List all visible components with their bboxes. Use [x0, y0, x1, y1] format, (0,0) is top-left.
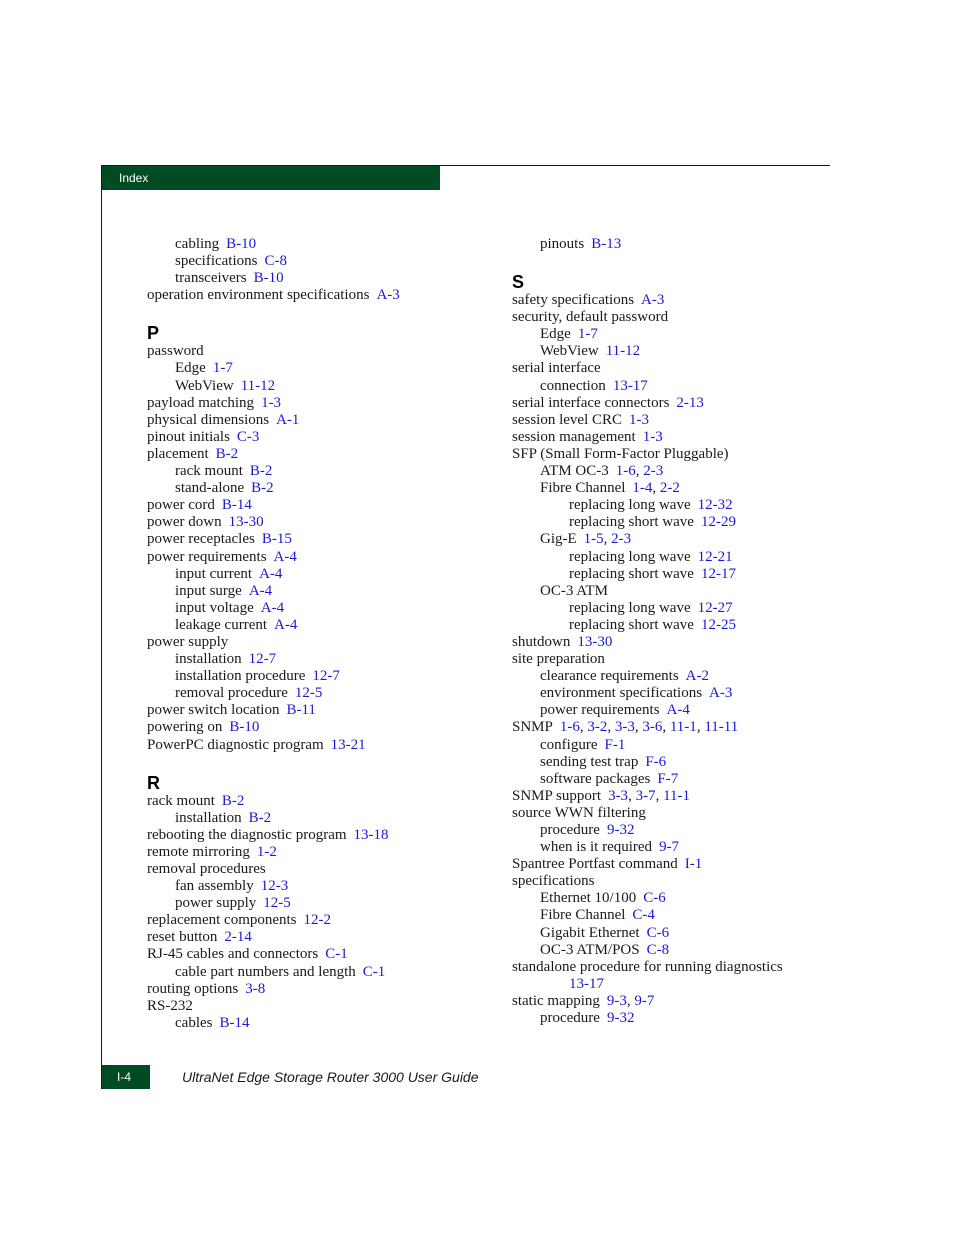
index-entry	[512, 685, 842, 702]
page-reference-link[interactable]: B-10	[229, 719, 260, 736]
index-entry	[147, 514, 487, 531]
index-term: physical dimensions	[147, 411, 270, 428]
page-reference-link[interactable]: 3-8	[245, 980, 266, 997]
index-entry	[512, 343, 842, 360]
page-reference-link[interactable]: C-6	[643, 890, 666, 907]
index-entry	[147, 446, 487, 463]
index-entry	[147, 480, 487, 497]
page-reference-link[interactable]: A-3	[376, 287, 400, 304]
index-entry: Gig-E 1-5, 2-3	[540, 531, 632, 548]
index-term: operation environment specifications	[147, 287, 370, 304]
index-entry	[147, 810, 487, 827]
index-term: procedure	[540, 1010, 600, 1027]
index-term: SNMP	[512, 719, 553, 736]
page-reference-link[interactable]: F-7	[657, 770, 679, 787]
left-margin-rule	[101, 165, 102, 1089]
index-entry	[512, 600, 842, 617]
page-reference-link[interactable]: A-3	[709, 685, 733, 702]
index-term: payload matching	[147, 394, 255, 411]
page-reference-link[interactable]: 13-30	[228, 514, 264, 531]
index-term: reset button	[147, 929, 218, 946]
index-entry	[147, 878, 487, 895]
index-term: WebView	[175, 377, 234, 394]
index-entry	[512, 634, 842, 651]
index-entry: Fibre Channel 1-4, 2-2	[540, 480, 680, 497]
page-reference-link[interactable]: F-6	[645, 753, 667, 770]
page-reference-link[interactable]: B-2	[221, 792, 245, 809]
page-reference-link[interactable]: B-10	[226, 236, 257, 252]
page-reference-link[interactable]: 1-2	[256, 843, 277, 860]
page-reference-link[interactable]: C-4	[632, 907, 655, 924]
index-entry	[147, 998, 487, 1015]
section-header-label: Index	[119, 171, 149, 185]
page-reference-link[interactable]: 9-7	[659, 839, 680, 856]
page-reference-link[interactable]: 9-3	[606, 992, 627, 1009]
index-entry	[147, 378, 487, 395]
page-reference-link[interactable]: A-4	[259, 565, 283, 582]
page-reference-link[interactable]: 12-29	[700, 514, 736, 531]
index-term: WebView	[540, 343, 599, 360]
index-entry	[147, 236, 487, 253]
index-term: static mapping	[512, 992, 600, 1009]
section-letter-r: R	[147, 772, 160, 793]
index-term: placement	[147, 445, 209, 462]
page-reference-link[interactable]: A-4	[274, 616, 298, 633]
index-entry	[147, 395, 487, 412]
index-entry	[147, 253, 487, 270]
page-reference-link[interactable]: B-14	[219, 1014, 250, 1031]
index-column-right	[512, 236, 842, 1027]
index-term: remote mirroring	[147, 843, 250, 860]
page-reference-link[interactable]: 12-2	[303, 912, 332, 929]
document-title: UltraNet Edge Storage Router 3000 User Guide	[182, 1069, 479, 1085]
index-term: power supply	[147, 633, 229, 650]
index-entry	[147, 651, 487, 668]
index-entry	[512, 497, 842, 514]
page-reference-link[interactable]: 11-11	[704, 719, 739, 736]
index-entry	[512, 566, 842, 583]
index-term: clearance requirements	[540, 668, 679, 685]
index-term: RS-232	[147, 997, 193, 1014]
index-entry	[147, 929, 487, 946]
index-term: when is it required	[540, 839, 653, 856]
page-reference-link[interactable]: 9-32	[606, 822, 635, 838]
page-reference-link[interactable]: C-1	[325, 946, 348, 963]
page-number	[102, 1065, 150, 1089]
page-reference-link[interactable]: 2-2	[659, 480, 680, 497]
index-term: sending test trap	[540, 753, 639, 770]
page-reference-link[interactable]: 1-6	[559, 719, 580, 736]
index-entry	[147, 634, 487, 651]
index-term: security, default password	[512, 309, 669, 326]
index-entry	[147, 668, 487, 685]
index-column-left	[147, 236, 487, 1032]
index-entry	[512, 702, 842, 719]
index-term: rebooting the diagnostic program	[147, 826, 347, 843]
index-term: Gig-E	[540, 531, 577, 548]
index-term: power requirements	[147, 548, 267, 565]
index-term: powering on	[147, 719, 223, 736]
page-reference-link[interactable]: 11-1	[669, 719, 697, 736]
index-entry	[512, 326, 842, 343]
index-entry	[147, 287, 487, 304]
index-term: password	[147, 343, 204, 360]
page-reference-link[interactable]: 3-3	[614, 719, 635, 736]
index-term: specifications	[512, 873, 595, 890]
page-reference-link[interactable]: 12-3	[260, 878, 289, 895]
index-term: replacement components	[147, 912, 297, 929]
index-term: power receptacles	[147, 531, 255, 548]
page-reference-link[interactable]: 12-25	[700, 616, 736, 633]
index-entry: static mapping 9-3, 9-7	[512, 992, 655, 1009]
index-entry	[147, 600, 487, 617]
page-reference-link[interactable]: B-14	[221, 497, 252, 514]
page-reference-link[interactable]: I-1	[684, 856, 703, 873]
index-entry	[512, 805, 842, 822]
page-reference-link[interactable]: 12-5	[294, 685, 323, 702]
index-entry	[512, 907, 842, 924]
page-reference-link[interactable]: 1-6	[615, 463, 636, 480]
page-reference-link[interactable]: 2-14	[224, 929, 252, 946]
page-reference-link[interactable]: F-1	[604, 736, 626, 753]
index-entry	[512, 873, 842, 890]
page-reference-link[interactable]: 12-5	[263, 895, 291, 912]
page-reference-link[interactable]: 3-7	[635, 787, 656, 804]
page-reference-link[interactable]: B-15	[261, 531, 292, 548]
index-entry	[147, 719, 487, 736]
index-term: Fibre Channel	[540, 907, 626, 924]
index-entry: SNMP support 3-3, 3-7, 11-1	[512, 787, 691, 804]
index-entry	[512, 890, 842, 907]
index-term: safety specifications	[512, 292, 635, 309]
page-reference-link[interactable]: C-8	[646, 941, 670, 958]
page-reference-link[interactable]: 1-3	[261, 394, 282, 411]
index-term: power switch location	[147, 702, 280, 719]
page-reference-link[interactable]: B-10	[253, 270, 284, 287]
index-entry	[512, 549, 842, 566]
index-entry	[147, 844, 487, 861]
index-term: OC-3 ATM/POS	[540, 941, 640, 958]
index-entry	[512, 754, 842, 771]
index-term: power requirements	[540, 702, 660, 719]
index-entry	[147, 429, 487, 446]
index-term: connection	[540, 377, 606, 394]
index-term: replacing short wave	[569, 514, 694, 531]
page-reference-link[interactable]: A-4	[248, 582, 273, 599]
page-reference-link[interactable]: 9-7	[634, 992, 655, 1009]
index-term: cable part numbers and length	[175, 963, 356, 980]
index-term: removal procedure	[175, 685, 288, 702]
index-entry	[147, 343, 487, 360]
page-reference-link[interactable]: 11-12	[240, 377, 276, 394]
index-term: site preparation	[512, 651, 605, 668]
index-term: power supply	[175, 895, 257, 912]
page-reference-link[interactable]: A-2	[685, 668, 709, 685]
index-term: stand-alone	[175, 480, 245, 497]
index-entry	[147, 583, 487, 600]
page-reference-link[interactable]: B-2	[215, 445, 239, 462]
index-term: fan assembly	[175, 878, 254, 895]
index-entry	[147, 549, 487, 566]
page-reference-link[interactable]: B-2	[248, 809, 272, 826]
page-reference-link[interactable]: 2-3	[611, 531, 632, 548]
page-reference-link[interactable]: 3-6	[642, 719, 663, 736]
page-reference-link[interactable]: 13-21	[330, 736, 366, 753]
index-term: replacing short wave	[569, 565, 694, 582]
index-entry	[512, 292, 842, 309]
index-term: session level CRC	[512, 411, 623, 428]
index-term: rack mount	[175, 463, 243, 480]
index-term: transceivers	[175, 270, 247, 287]
page-reference-link[interactable]: 2-13	[676, 394, 704, 411]
index-term: input current	[175, 565, 253, 582]
page-reference-link[interactable]: 13-30	[577, 633, 613, 650]
page-reference-link[interactable]: 1-3	[629, 411, 650, 428]
index-term: replacing short wave	[569, 616, 694, 633]
index-entry	[512, 617, 842, 634]
page-reference-link[interactable]: A-4	[273, 548, 297, 565]
page-reference-link[interactable]: 3-3	[608, 787, 629, 804]
index-term: installation	[175, 651, 242, 668]
page-number-label: I-4	[117, 1070, 132, 1084]
index-term: pinout initials	[147, 428, 230, 445]
index-entry	[147, 1015, 487, 1032]
index-entry	[147, 497, 487, 514]
index-entry	[147, 946, 487, 963]
index-entry	[147, 566, 487, 583]
page-reference-link[interactable]: A-4	[260, 599, 285, 616]
section-letter-s: S	[512, 272, 525, 293]
index-term: serial interface connectors	[512, 394, 670, 411]
index-entry	[512, 236, 842, 253]
index-entry	[512, 1010, 842, 1027]
index-term: OC-3 ATM	[540, 582, 608, 599]
index-term: cables	[175, 1014, 213, 1031]
index-entry	[147, 360, 487, 377]
page-reference-link[interactable]: 1-7	[212, 360, 233, 377]
page-reference-link[interactable]: A-4	[666, 702, 690, 719]
page-reference-link[interactable]: C-6	[646, 924, 670, 941]
index-term: Edge	[540, 326, 571, 343]
index-entry	[512, 395, 842, 412]
index-entry	[147, 895, 487, 912]
page-reference-link[interactable]: 13-18	[353, 826, 389, 843]
page-reference-link[interactable]: 1-5	[583, 531, 604, 548]
index-term: replacing long wave	[569, 548, 691, 565]
index-entry	[512, 651, 842, 668]
index-entry	[512, 771, 842, 788]
index-entry	[147, 617, 487, 634]
page-reference-link[interactable]: 1-7	[577, 326, 598, 343]
index-term: installation procedure	[175, 668, 306, 685]
index-entry	[512, 856, 842, 873]
page-reference-link[interactable]: A-1	[276, 411, 300, 428]
index-term: pinouts	[540, 236, 585, 252]
index-term: removal procedures	[147, 861, 266, 877]
page-reference-link[interactable]: C-3	[236, 428, 260, 445]
index-term: replacing long wave	[569, 497, 691, 514]
index-entry	[147, 861, 487, 878]
page-reference-link[interactable]: 13-17	[569, 975, 604, 992]
index-entry	[147, 270, 487, 287]
page-reference-link[interactable]: 12-21	[697, 548, 733, 565]
index-term: specifications	[175, 253, 258, 270]
index-entry	[512, 429, 842, 446]
index-term: installation	[175, 809, 242, 826]
section-letter-p: P	[147, 323, 160, 344]
page-reference-link[interactable]: C-1	[362, 963, 386, 980]
page-reference-link[interactable]: 12-27	[697, 599, 733, 616]
index-term: power cord	[147, 497, 215, 514]
index-term: leakage current	[175, 616, 268, 633]
index-term: input voltage	[175, 599, 254, 616]
index-entry	[512, 412, 842, 429]
index-entry	[147, 912, 487, 929]
index-entry	[512, 839, 842, 856]
index-entry	[512, 959, 842, 976]
index-term: input surge	[175, 582, 242, 599]
page-reference-link[interactable]: B-2	[251, 480, 274, 497]
index-entry	[147, 827, 487, 844]
index-entry: SNMP 1-6, 3-2, 3-3, 3-6, 11-1, 11-11	[512, 719, 739, 736]
page-reference-link[interactable]: C-8	[264, 253, 287, 270]
page-reference-link[interactable]: 13-17	[612, 377, 648, 394]
index-term: Spantree Portfast command	[512, 856, 678, 873]
page-reference-link[interactable]: 12-32	[697, 497, 733, 514]
index-entry	[512, 309, 842, 326]
index-entry	[512, 514, 842, 531]
index-term: ATM OC-3	[540, 463, 609, 480]
index-entry	[147, 793, 487, 810]
index-term: replacing long wave	[569, 599, 691, 616]
section-header	[102, 166, 440, 190]
index-term: rack mount	[147, 792, 215, 809]
index-entry	[512, 925, 842, 942]
page-reference-link[interactable]: A-3	[641, 292, 665, 309]
page-reference-link[interactable]: 11-1	[663, 787, 691, 804]
index-term: source WWN filtering	[512, 804, 646, 821]
index-term: shutdown	[512, 633, 571, 650]
index-entry	[512, 378, 842, 395]
index-term: standalone procedure for running diagnostics	[512, 958, 783, 975]
page-reference-link[interactable]: 12-17	[700, 565, 736, 582]
index-term: SNMP support	[512, 787, 602, 804]
index-entry	[512, 668, 842, 685]
index-entry: ATM OC-3 1-6, 2-3	[540, 463, 664, 480]
index-entry	[147, 412, 487, 429]
page-reference-link[interactable]: B-2	[249, 463, 273, 480]
index-entry	[512, 737, 842, 754]
page-reference-link[interactable]: 1-3	[642, 428, 663, 445]
index-term: procedure	[540, 822, 600, 838]
index-term: Gigabit Ethernet	[540, 924, 640, 941]
index-entry	[512, 976, 842, 993]
index-term: PowerPC diagnostic program	[147, 736, 324, 753]
index-entry	[147, 685, 487, 702]
index-entry	[512, 822, 842, 839]
page-reference-link[interactable]: B-11	[286, 702, 316, 719]
page-reference-link[interactable]: 2-3	[643, 463, 664, 480]
index-term: Fibre Channel	[540, 480, 626, 497]
index-term: serial interface	[512, 360, 601, 377]
page-reference-link[interactable]: 1-4	[632, 480, 653, 497]
page-reference-link[interactable]: 11-12	[605, 343, 641, 360]
index-term: Ethernet 10/100	[540, 890, 637, 907]
index-entry	[147, 702, 487, 719]
index-entry	[512, 360, 842, 377]
index-entry	[512, 942, 842, 959]
index-term: Edge	[175, 360, 206, 377]
index-term: routing options	[147, 980, 239, 997]
index-entry	[512, 583, 842, 600]
index-entry	[147, 964, 487, 981]
index-term: environment specifications	[540, 685, 703, 702]
index-entry	[512, 446, 842, 463]
page-reference-link[interactable]: 12-7	[312, 668, 340, 685]
index-entry	[147, 463, 487, 480]
index-term: configure	[540, 736, 598, 753]
index-term: RJ-45 cables and connectors	[147, 946, 319, 963]
page-reference-link[interactable]: 12-7	[248, 651, 277, 668]
page-reference-link[interactable]: 9-32	[606, 1010, 635, 1027]
page-reference-link[interactable]: 3-2	[587, 719, 608, 736]
index-term: software packages	[540, 770, 651, 787]
index-term: power down	[147, 514, 222, 531]
page-reference-link[interactable]: B-13	[591, 236, 622, 252]
index-entry	[147, 531, 487, 548]
index-term: SFP (Small Form-Factor Pluggable)	[512, 445, 729, 462]
index-entry	[147, 981, 487, 998]
index-term: cabling	[175, 236, 220, 252]
index-entry	[147, 737, 487, 754]
index-term: session management	[512, 428, 636, 445]
